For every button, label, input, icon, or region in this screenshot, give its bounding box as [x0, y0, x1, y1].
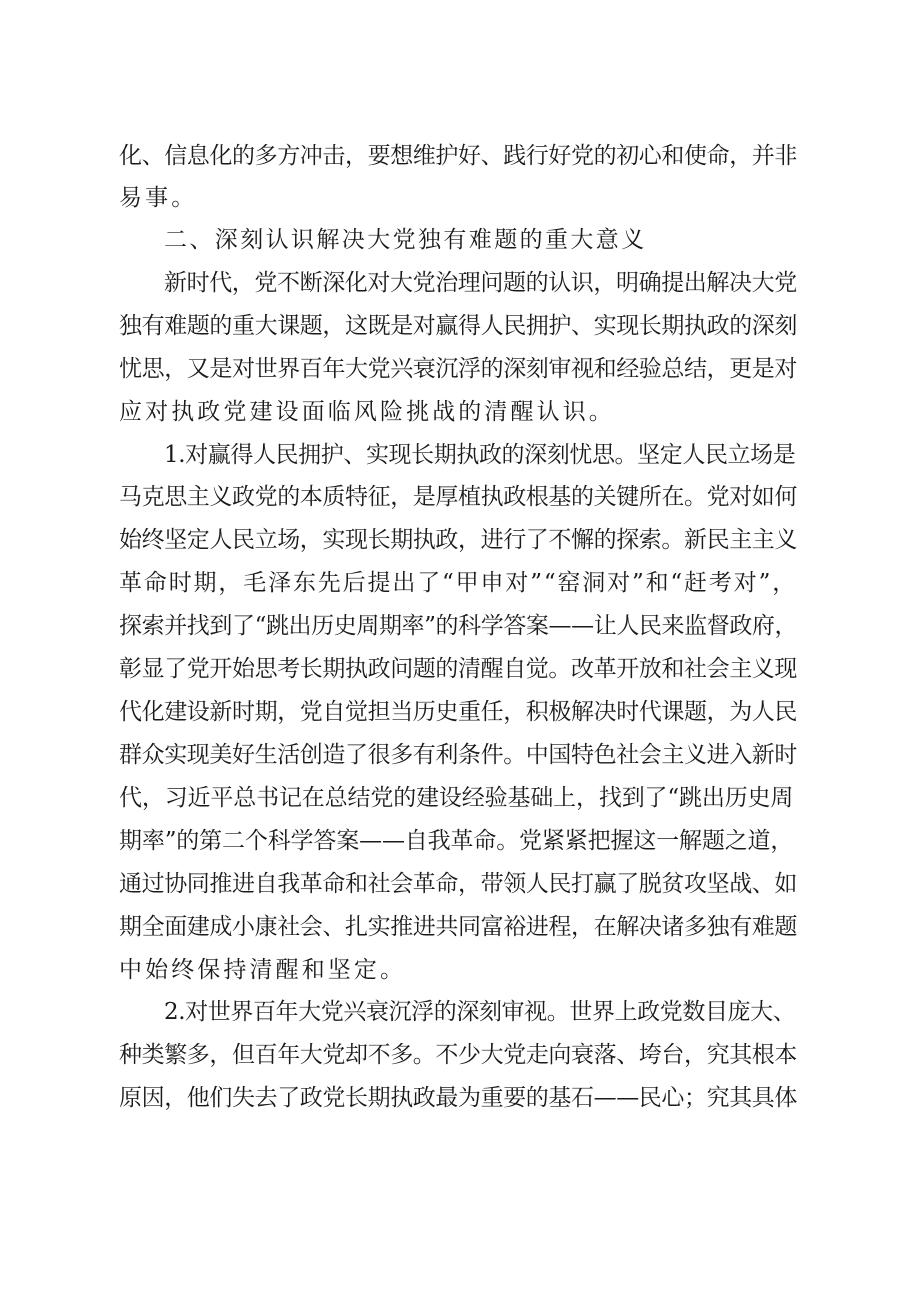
text-line: 新时代，党不断深化对大党治理问题的认识，明确提出解决大党 — [164, 270, 797, 296]
text-line: 独有难题的重大课题，这既是对赢得人民拥护、实现长期执政的深刻 — [119, 313, 798, 339]
text-line: 应对执政党建设面临风险挑战的清醒认识。 — [119, 399, 615, 425]
text-line: 期率”的第二个科学答案——自我革命。党紧紧把握这一解题之道， — [119, 828, 794, 854]
text-line: 革命时期，毛泽东先后提出了“甲申对”“窑洞对”和“赶考对”， — [119, 570, 798, 596]
text-line: 通过协同推进自我革命和社会革命，带领人民打赢了脱贫攻坚战、如 — [119, 871, 798, 897]
text-line: 1.对赢得人民拥护、实现长期执政的深刻忧思。坚定人民立场是 — [164, 442, 796, 468]
text-line: 群众实现美好生活创造了很多有利条件。中国特色社会主义进入新时 — [119, 742, 798, 768]
text-line: 期全面建成小康社会、扎实推进共同富裕进程，在解决诸多独有难题 — [119, 914, 798, 940]
text-line: 忧思，又是对世界百年大党兴衰沉浮的深刻审视和经验总结，更是对 — [119, 356, 798, 382]
section-heading: 二、深刻认识解决大党独有难题的重大意义 — [164, 227, 647, 253]
text-line: 代，习近平总书记在总结党的建设经验基础上，找到了“跳出历史周 — [119, 785, 794, 811]
text-line: 探索并找到了“跳出历史周期率”的科学答案——让人民来监督政府， — [119, 613, 798, 639]
text-line: 彰显了党开始思考长期执政问题的清醒自觉。改革开放和社会主义现 — [119, 656, 798, 682]
text-line: 原因，他们失去了政党长期执政最为重要的基石——民心；究其具体 — [119, 1085, 798, 1111]
text-line: 中始终保持清醒和坚定。 — [119, 957, 407, 983]
text-line: 种类繁多，但百年大党却不多。不少大党走向衰落、垮台，究其根本 — [119, 1042, 798, 1068]
text-line: 化、信息化的多方冲击，要想维护好、践行好党的初心和使命，并非 — [119, 143, 798, 169]
text-line: 代化建设新时期，党自觉担当历史重任，积极解决时代课题，为人民 — [119, 699, 798, 725]
text-line: 始终坚定人民立场，实现长期执政，进行了不懈的探索。新民主主义 — [119, 527, 798, 553]
text-line: 马克思主义政党的本质特征，是厚植执政根基的关键所在。党对如何 — [119, 484, 798, 510]
text-line: 2.对世界百年大党兴衰沉浮的深刻审视。世界上政党数目庞大、 — [164, 999, 796, 1025]
text-line: 易事。 — [119, 185, 198, 211]
